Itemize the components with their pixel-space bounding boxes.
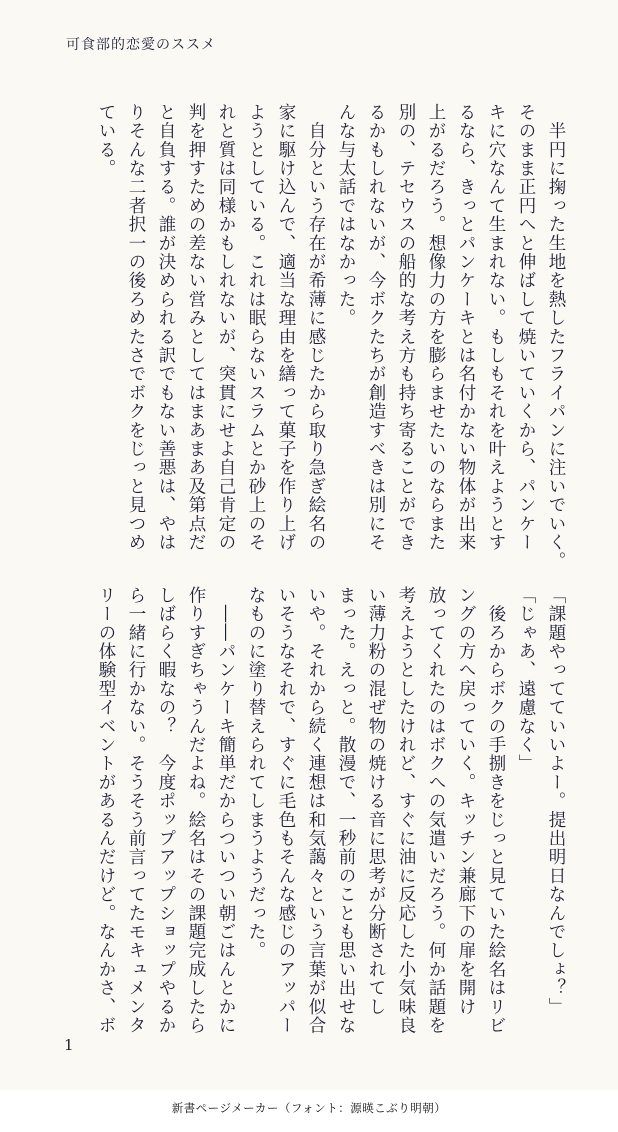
- text-line: 作りすぎちゃうんだよね。絵名はその課題完成したら: [186, 586, 206, 1035]
- text-line: 上がるだろう。想像力の方を膨らませたいのならまた: [426, 103, 446, 552]
- text-line: 判を押すための差ない営みとしてはまあまあ及第点だ: [186, 103, 206, 552]
- text-line: 家に駆け込んで、適当な理由を繕って菓子を作り上げ: [276, 103, 296, 552]
- text-line: しばらく暇なの？ 今度ポップアップショップやるか: [156, 586, 176, 1035]
- text-line: い薄力粉の混ぜ物の焼ける音に思考が分断されてし: [366, 586, 386, 1017]
- text-line: 別の、テセウスの船的な考え方も持ち寄ることができ: [396, 103, 416, 552]
- text-line: ――パンケーキ簡単だからついつい朝ごはんとかに: [216, 586, 236, 1035]
- text-line: なものに塗り替えられてしまうようだった。: [246, 586, 266, 960]
- page-number: 1: [64, 1036, 74, 1054]
- text-line: 考えようとしたけれど、すぐに油に反応した小気味良: [396, 586, 416, 1035]
- text-line: ている。: [96, 103, 116, 178]
- text-line: キに穴なんて生まれない。もしもそれを叶えようとす: [486, 103, 506, 552]
- lower-text-block: [71, 586, 571, 1035]
- text-line: れと質は同様かもしれないが、突貫にせよ自己肯定の: [216, 103, 236, 552]
- text-line: んな与太話ではなかった。: [336, 103, 356, 328]
- text-line: りそんな二者択一の後ろめたさでボクをじっと見つめ: [126, 103, 146, 552]
- text-line: 自分という存在が希薄に感じたから取り急ぎ絵名の: [306, 103, 326, 552]
- running-title: 可食部的恋愛のススメ: [66, 37, 216, 53]
- text-line: ら一緒に行かない。そうそう前言ってたモキュメンタ: [126, 586, 146, 1035]
- text-line: 後ろからボクの手捌きをじっと見ていた絵名はリビ: [486, 586, 506, 1035]
- text-line: と自負する。誰が決められる訳でもない善悪は、やは: [156, 103, 176, 552]
- generator-credit: 新書ページメーカー（フォント：源暎こぶり明朝）: [171, 1101, 447, 1115]
- upper-text-block: [71, 103, 571, 571]
- text-line: 半円に掬った生地を熱したフライパンに注いでいく。: [546, 103, 566, 571]
- text-line: 「じゃあ、遠慮なく」: [516, 586, 536, 773]
- text-line: いや。それから続く連想は和気藹々という言葉が似合: [306, 586, 326, 1035]
- text-line: まった。えっと。散漫で、一秒前のことも思い出せな: [336, 586, 356, 1035]
- text-line: ングの方へ戻っていく。キッチン兼廊下の扉を開け: [456, 586, 476, 1017]
- text-line: リーの体験型イベントがあるんだけど。なんかさ、ボ: [96, 586, 116, 1035]
- text-line: 放ってくれたのはボクへの気遣いだろう。何か話題を: [426, 586, 446, 1035]
- text-line: いそうなそれで、すぐに毛色もそんな感じのアッパー: [276, 586, 296, 1035]
- text-line: そのまま正円へと伸ばして焼いていくから、パンケー: [516, 103, 536, 552]
- text-line: ようとしている。これは眠らないスラムとか砂上のそ: [246, 103, 266, 552]
- text-line: るなら、きっとパンケーキとは名付かない物体が出来: [456, 103, 476, 552]
- text-line: 「課題やってていいよー。提出明日なんでしょ？」: [546, 586, 566, 1017]
- text-line: るかもしれないが、今ボクたちが創造すべきは別にそ: [366, 103, 386, 552]
